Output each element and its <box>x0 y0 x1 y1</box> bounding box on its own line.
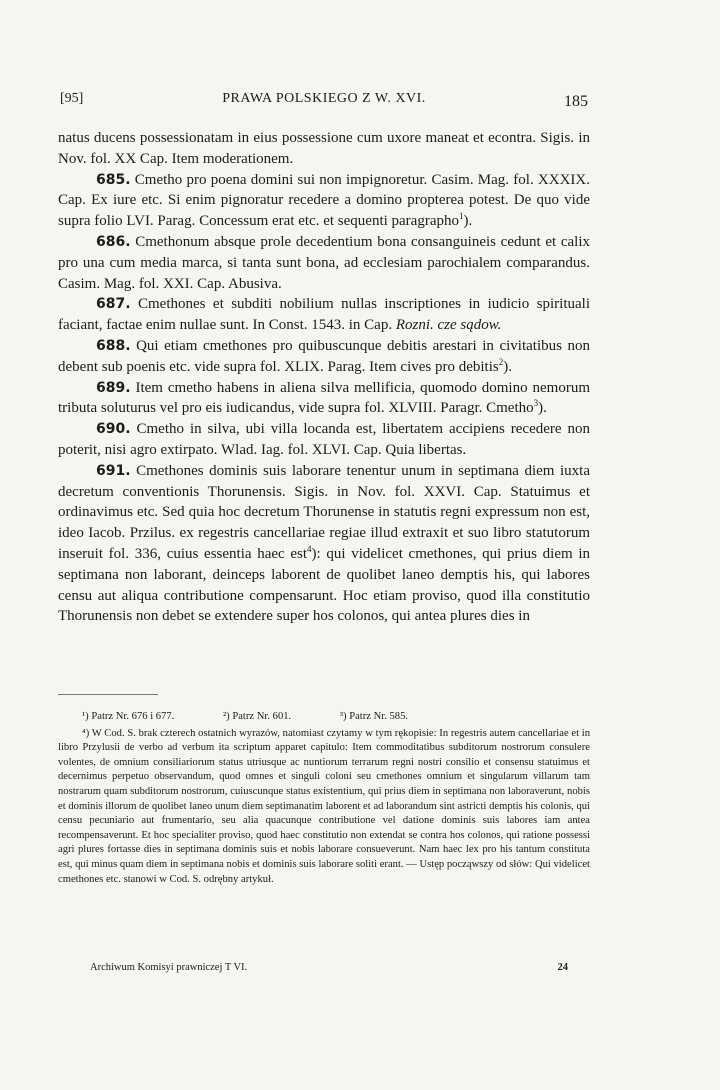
paragraph-689: 689. Item cmetho habens in aliena silva mellificia, quomodo domino nemorum tributa soluturus vel pro eis iudicandus, vide supra fol. XLVIII. Paragr. Cmetho$^3$). <box>58 379 590 417</box>
footnote-divider <box>58 694 158 695</box>
footnote-4: ⁴) W Cod. S. brak czterech ostatnich wyrazów, natomiast czytamy w tym rękopisie: In regestris autem cancellariae et in libro Przylusii de verbo ad verbum ita scriptum apparet capitulo: Item commoditatibus subditorum nostrorum consulere volentes, de omnium consiliariorum status utriusque ac nuntiorum terrarum regni nostri consilio et consensu statuimus et decernimus perpetuo observandum, quod omnes et singuli coloni seu cmethones omnium et singularum villarum tam nostrarum quam subditorum nostrorum, cuiuscunque status existentium, qui prius diem in septimana non laboraverunt, nobis et dominis illorum de quolibet laneo unum diem septimanatim laborent et ad laborandum sint astricti demptis his colonis, qui censu pecuniario aut frumentario, seu alia quacunque contributione vel datione dominis suis labores iam antea recompensaverunt. Et hoc specialiter proviso, quod haec constitutio non extendat se contra hos colonos, qui ratione possessi agri plures fortasse dies in septimana dominis suis et nobis laborare consueverunt. Nam haec lex pro his tantum constituta est, qui minus quam diem in septimana nobis et dominis suis laborare soliti erant. — Ustęp począwszy od słów: Qui videlicet cmethones etc. stanowi w Cod. S. odrębny artykuł. <box>58 727 590 885</box>
paragraph-number: 691. <box>96 462 131 479</box>
paragraph-686: 686. Cmethonum absque prole decedentium bona consanguineis cedunt et calix pro una cum media marca, si tanta sunt bona, ad ecclesiam parochialem comparandus. Casim. Mag. fol. XXI. Cap. Abusiva. <box>58 233 590 292</box>
paragraph-685: 685. Cmetho pro poena domini sui non impignoretur. Casim. Mag. fol. XXXIX. Cap. Ex iure etc. Si enim pignoratur recedere a domino propterea potest. De quo vide supra folio LVI. Parag. Concessum erat etc. et sequenti paragrapho$^1$). <box>58 171 590 230</box>
paragraph-continuation: natus ducens possessionatam in eius possessione cum uxore maneat et econtra. Sigis. in Nov. fol. XX Cap. Item moderationem. <box>58 130 590 167</box>
page-number: 185 <box>564 93 588 110</box>
paragraph-number: 690. <box>96 421 131 438</box>
footnote-ref: 4 <box>307 543 312 554</box>
signature-mark: 24 <box>557 962 568 973</box>
paragraph-688: 688. Qui etiam cmethones pro quibuscunque debitis arestari in civitatibus non debent sub poenis etc. vide supra fol. XLIX. Parag. Item cives pro debitis$^2$). <box>58 337 590 375</box>
footnotes <box>58 710 590 887</box>
main-text <box>58 128 590 627</box>
series-title: Archiwum Komisyi prawniczej T VI. <box>90 962 248 973</box>
running-title: PRAWA POLSKIEGO Z W. XVI. <box>222 91 426 106</box>
footnote-ref: 3 <box>533 398 539 409</box>
paragraph-number: 685. <box>96 171 131 188</box>
paragraph-690: 690. Cmetho in silva, ubi villa locanda est, libertatem accipiens recedere non poterit, nisi agro extirpato. Wlad. Iag. fol. XLVI. Cap. Quia libertas. <box>58 421 590 458</box>
italic-title: Rozni. cze sądow. <box>395 317 502 334</box>
page-header <box>60 91 588 113</box>
paragraph-691: 691. Cmethones dominis suis laborare tenentur unum in septimana diem iuxta decretum conventionis Thorunensis. Sigis. in Nov. fol. XXVI. Cap. Statuimus et ordinavimus etc. Sed quia hoc decretum Thorunense in statutis regni expressum non est, ideo Iacob. Przilus. ex regestris cancellariae regiae illud extraxit et suo libro statutorum inseruit fol. 336, cuius essentia haec est$^4$): qui videlicet cmethones, qui prius diem in septimana non laborant, deinceps laborent de quolibet laneo demptis his, qui labores censu aut aliqua contributione compensarunt. Hoc etiam proviso, quod illa constitutio Thorunensis non debet se extendere super hos colonos, qui antea plures dies in <box>58 462 590 625</box>
paragraph-number: 688. <box>96 337 131 354</box>
paragraph-number: 687. <box>96 296 131 313</box>
footnote-2: ²) Patrz Nr. 601. <box>222 711 292 722</box>
footnote-ref: 2 <box>498 356 504 367</box>
paragraph-687: 687. Cmethones et subditi nobilium nullas inscriptiones in iudicio spirituali faciant, factae enim nullae sunt. In Const. 1543. in Cap. Rozni. cze sądow. <box>58 296 590 334</box>
footnote-3: ³) Patrz Nr. 585. <box>339 711 409 722</box>
paragraph-number: 686. <box>96 233 131 250</box>
paragraph-number: 689. <box>96 379 131 396</box>
footnote-ref: 1 <box>459 211 464 222</box>
page-reference: [95] <box>60 91 84 106</box>
footnote-row <box>58 710 590 725</box>
footnote-1: ¹) Patrz Nr. 676 i 677. <box>82 711 175 722</box>
